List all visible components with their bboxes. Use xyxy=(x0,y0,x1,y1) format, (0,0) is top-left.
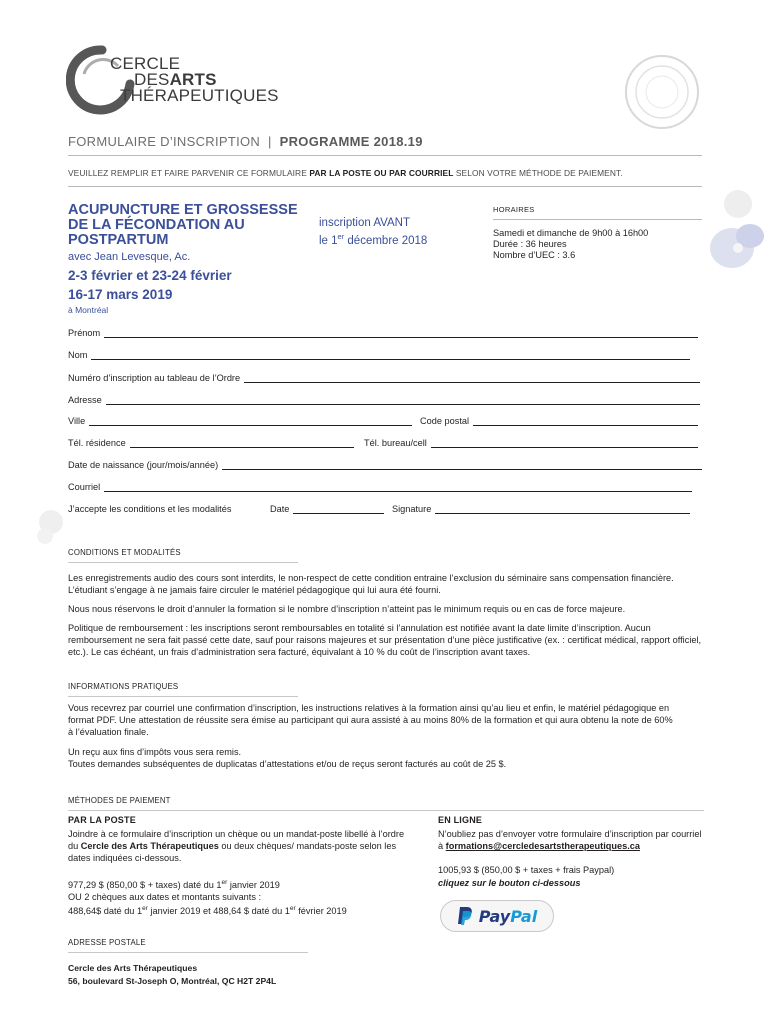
paypal-wordmark: PayPal xyxy=(478,906,538,926)
horaires-label: HORAIRES xyxy=(493,205,535,214)
numero-ordre-field[interactable]: Numéro d’inscription au tableau de l’Ordre xyxy=(68,371,700,383)
conditions-p1: Les enregistrements audio des cours sont interdits, le non-respect de cette condition entraine l’exclusion du séminaire sans compensation financière. L’étudiant s’engage à ne jamais faire circuler le matériel pédagogique qui lui aura été fourni. xyxy=(68,573,674,595)
prenom-field[interactable]: Prénom xyxy=(68,326,698,338)
signature-field[interactable]: Signature xyxy=(392,502,690,514)
paypal-logo-icon xyxy=(457,906,473,926)
date-field[interactable]: Date xyxy=(270,502,384,514)
divider xyxy=(68,562,298,563)
poste-title: PAR LA POSTE xyxy=(68,815,136,825)
conditions-label: CONDITIONS ET MODALITÉS xyxy=(68,548,181,557)
divider xyxy=(68,155,702,156)
divider xyxy=(493,219,702,220)
form-title: FORMULAIRE D’INSCRIPTION | PROGRAMME 2018.19 xyxy=(68,134,423,149)
divider xyxy=(68,186,702,187)
poste-amounts: 977,29 $ (850,00 $ + taxes) daté du 1er janvier 2019 OU 2 chèques aux dates et montants suivants : 488,64$ daté du 1er janvier 2019 et 488,64 $ daté du 1er février 2019 xyxy=(68,879,347,917)
course-dates: 2-3 février et 23-24 février 16-17 mars 2019 xyxy=(68,268,232,302)
course-teacher: avec Jean Levesque, Ac. xyxy=(68,251,191,263)
divider xyxy=(68,810,704,811)
informations-p1: Vous recevrez par courriel une confirmation d’inscription, les instructions relatives à la formation ainsi qu’au lieu et enfin, le matériel pédagogique en format PDF. Une attestation de réussite sera émise au participant qui aura assisté à au moins 80% de la formation et qui aura obtenu la note de 60% à l’évaluation finale. xyxy=(68,703,673,737)
logo-line1: CERCLE xyxy=(110,54,181,73)
course-title: ACUPUNCTURE ET GROSSESSE DE LA FÉCONDATION AU POSTPARTUM xyxy=(68,202,298,248)
paypal-button[interactable] xyxy=(440,900,554,932)
courriel-field[interactable]: Courriel xyxy=(68,480,692,492)
horaires: Samedi et dimanche de 9h00 à 16h00 Durée : 36 heures Nombre d’UEC : 3.6 xyxy=(493,228,649,260)
ligne-price: 1005,93 $ (850,00 $ + taxes + frais Paypal) xyxy=(438,865,615,875)
email-link[interactable]: formations@cercledesartstherapeutiques.ca xyxy=(445,841,640,851)
divider xyxy=(68,952,308,953)
flower-decoration-icon xyxy=(34,506,68,546)
informations-label: INFORMATIONS PRATIQUES xyxy=(68,682,179,691)
paiement-label: MÉTHODES DE PAIEMENT xyxy=(68,796,171,805)
adresse-label: ADRESSE POSTALE xyxy=(68,938,146,947)
adresse-postale: Cercle des Arts Thérapeutiques 56, boulevard St-Joseph O, Montréal, QC H2T 2P4L xyxy=(68,963,277,986)
divider xyxy=(68,696,298,697)
course-location: à Montréal xyxy=(68,305,109,315)
tel-residence-field[interactable]: Tél. résidence xyxy=(68,436,354,448)
informations-p2: Un reçu aux fins d’impôts vous sera remis. Toutes demandes subséquentes de duplicatas d’attestations et/ou de reçus seront facturés au coût de 25 $. xyxy=(68,747,507,769)
ligne-paragraph: N’oubliez pas d’envoyer votre formulaire d’inscription par courriel à formations@cercledesartstherapeutiques.ca xyxy=(438,829,702,851)
nom-field[interactable]: Nom xyxy=(68,348,690,360)
ligne-title: EN LIGNE xyxy=(438,815,483,825)
inscription-deadline: inscription AVANT le 1er décembre 2018 xyxy=(319,217,428,247)
ligne-cta: cliquez sur le bouton ci-dessous xyxy=(438,878,581,888)
ville-field[interactable]: Ville xyxy=(68,414,412,426)
seal-stamp-icon xyxy=(622,52,702,132)
adresse-field[interactable]: Adresse xyxy=(68,393,700,405)
code-postal-field[interactable]: Code postal xyxy=(420,414,698,426)
poste-paragraph: Joindre à ce formulaire d’inscription un chèque ou un mandat-poste libellé à l’ordre du Cercle des Arts Thérapeutiques ou deux chèques/ mandats-poste selon les dates indiquées ci-dessous. xyxy=(68,829,405,863)
logo xyxy=(110,56,279,104)
accept-conditions-label: J’accepte les conditions et les modalités xyxy=(68,504,232,514)
logo-line3: THÉRAPEUTIQUES xyxy=(120,86,279,105)
date-naissance-field[interactable]: Date de naissance (jour/mois/année) xyxy=(68,458,702,470)
conditions-p3: Politique de remboursement : les inscriptions seront remboursables en totalité si l’annulation est notifiée avant la date limite d’inscription. Aucun remboursement ne sera fait passé cette date, sauf pour raisons majeures et sur présentation d’une pièce justificative (ex. : certificat médical, rapport officiel, etc.). Le cas échéant, un frais d’administration sera facturé, équivalant à 10 % du coût de l’inscription avant taxes. xyxy=(68,623,702,657)
tel-bureau-field[interactable]: Tél. bureau/cell xyxy=(364,436,698,448)
flower-decoration-icon xyxy=(702,188,770,298)
instructions: VEUILLEZ REMPLIR ET FAIRE PARVENIR CE FORMULAIRE PAR LA POSTE OU PAR COURRIEL SELON VOTRE MÉTHODE DE PAIEMENT. xyxy=(68,168,623,178)
logo-line2: DESARTS xyxy=(134,70,217,89)
conditions-p2: Nous nous réservons le droit d’annuler la formation si le nombre d’inscription n’atteint pas le minimum requis ou en cas de force majeure. xyxy=(68,604,626,614)
